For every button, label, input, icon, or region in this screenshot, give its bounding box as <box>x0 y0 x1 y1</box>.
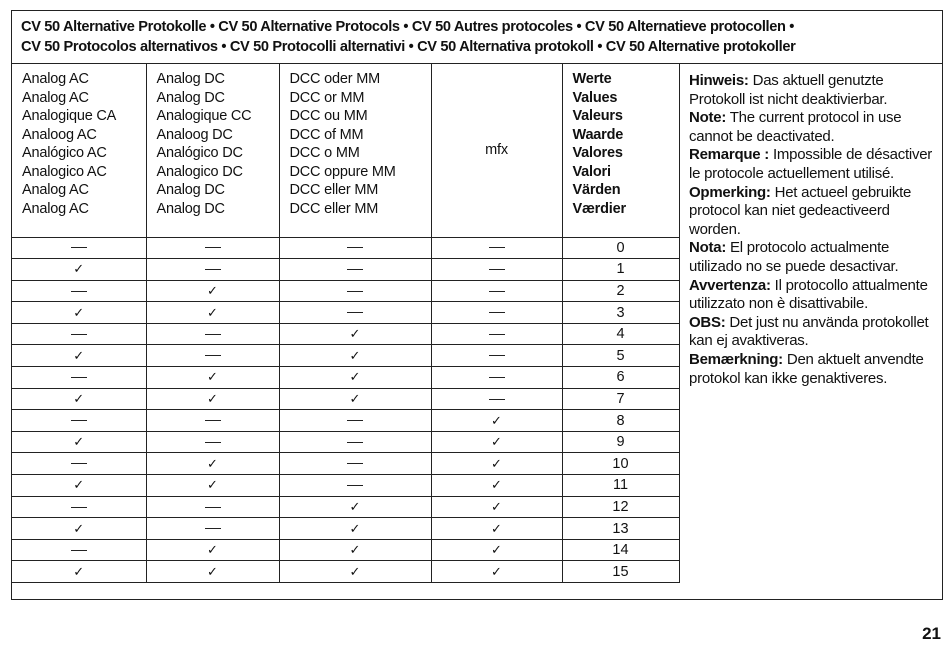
cell-ac <box>12 323 146 345</box>
cell-value: 3 <box>562 302 679 324</box>
table-title <box>12 11 942 64</box>
dash-icon <box>71 291 87 292</box>
check-icon: ✓ <box>207 477 218 493</box>
cell-ac <box>12 539 146 561</box>
check-icon: ✓ <box>73 347 85 363</box>
cell-ac <box>12 518 146 540</box>
note-paragraph <box>689 184 936 240</box>
note-text: El protocolo actualmente utilizado no se puede desactivar. <box>689 239 899 275</box>
cell-mfx <box>431 496 562 518</box>
header-analog-dc-line: Analog DC <box>156 200 225 217</box>
table-row <box>12 496 679 518</box>
cell-dcc <box>279 367 431 389</box>
note-label: Bemærkning: <box>689 350 783 368</box>
table-row <box>12 539 679 561</box>
check-icon: ✓ <box>349 520 361 536</box>
check-icon: ✓ <box>349 390 361 406</box>
header-values-line: Valores <box>572 145 623 161</box>
cell-mfx <box>431 302 562 324</box>
cell-ac <box>12 453 146 475</box>
cell-value: 4 <box>562 323 679 345</box>
dash-icon <box>71 334 87 335</box>
check-icon: ✓ <box>207 455 218 471</box>
header-dcc-mm-line: DCC eller MM <box>289 200 379 217</box>
header-analog-dc <box>146 64 279 237</box>
cell-dcc <box>279 323 431 345</box>
cell-ac <box>12 475 146 497</box>
cell-value: 11 <box>562 475 679 497</box>
check-icon: ✓ <box>73 563 85 579</box>
cell-dcc <box>279 539 431 561</box>
header-dcc-mm-line: DCC ou MM <box>289 108 368 124</box>
header-mfx: mfx <box>431 64 562 237</box>
check-icon: ✓ <box>349 369 361 385</box>
dash-icon <box>347 442 363 443</box>
table-row <box>12 388 679 410</box>
cell-dc <box>146 518 279 540</box>
dash-icon <box>205 334 221 335</box>
table-row <box>12 431 679 453</box>
dash-icon <box>489 399 505 400</box>
header-dcc-mm-line: DCC or MM <box>289 89 365 106</box>
note-text: Den aktuelt anvendte protokol kan ikke genaktiveres. <box>689 350 924 387</box>
dash-icon <box>489 334 505 335</box>
dash-icon <box>347 312 363 313</box>
dash-icon <box>489 269 505 270</box>
dash-icon <box>205 528 221 529</box>
table-row <box>12 453 679 475</box>
check-icon: ✓ <box>73 304 85 320</box>
note-text: Il protocollo attualmente utilizzato non è disattivabile. <box>689 276 928 313</box>
dash-icon <box>205 247 221 248</box>
note-label: Note: <box>689 109 727 127</box>
table-row <box>12 367 679 389</box>
header-analog-dc-line: Analog DC <box>156 71 225 87</box>
cell-dcc <box>279 302 431 324</box>
cell-mfx <box>431 453 562 475</box>
cell-dcc <box>279 388 431 410</box>
cell-value: 1 <box>562 259 679 281</box>
cell-dc <box>146 367 279 389</box>
cell-mfx <box>431 259 562 281</box>
cell-dc <box>146 496 279 518</box>
dash-icon <box>489 247 505 248</box>
check-icon: ✓ <box>491 498 502 514</box>
dash-icon <box>71 377 87 378</box>
cell-dcc <box>279 237 431 259</box>
check-icon: ✓ <box>491 455 502 471</box>
note-paragraph <box>689 277 936 314</box>
cell-ac <box>12 367 146 389</box>
header-values-line: Værdier <box>572 200 626 217</box>
cell-ac <box>12 561 146 583</box>
cell-dc <box>146 561 279 583</box>
note-label: Opmerking: <box>689 183 771 201</box>
dash-icon <box>205 420 221 421</box>
header-dcc-mm <box>279 64 431 237</box>
note-text: Das aktuell genutzte Protokoll ist nicht deaktivierbar. <box>689 72 888 108</box>
note-paragraph <box>689 146 936 183</box>
header-dcc-mm-line: DCC of MM <box>289 126 364 143</box>
table-row <box>12 345 679 367</box>
check-icon: ✓ <box>207 542 218 558</box>
cell-dcc <box>279 561 431 583</box>
header-analog-dc-line: Analog DC <box>156 89 225 106</box>
header-analog-ac-line: Analog AC <box>22 71 89 87</box>
check-icon: ✓ <box>349 498 361 514</box>
table-row <box>12 475 679 497</box>
note-label: OBS: <box>689 313 726 331</box>
dash-icon <box>347 463 363 464</box>
header-dcc-mm-line: DCC o MM <box>289 145 360 161</box>
header-values-line: Waarde <box>572 126 624 143</box>
note-paragraph <box>689 109 936 146</box>
dash-icon <box>489 291 505 292</box>
dash-icon <box>347 269 363 270</box>
header-analog-dc-line: Analog DC <box>156 182 225 198</box>
cell-value: 8 <box>562 410 679 432</box>
note-label: Remarque : <box>689 146 770 164</box>
dash-icon <box>71 507 87 508</box>
check-icon: ✓ <box>73 520 85 536</box>
cell-value: 6 <box>562 367 679 389</box>
cell-ac <box>12 237 146 259</box>
header-dcc-mm-line: DCC eller MM <box>289 182 379 198</box>
note-label: Nota: <box>689 239 727 257</box>
cell-dcc <box>279 410 431 432</box>
dash-icon <box>489 377 505 378</box>
title-line-1: CV 50 Alternative Protokolle • CV 50 Alternative Protocols • CV 50 Autres protocoles • CV 50 Alternatieve protocollen • <box>21 19 795 35</box>
check-icon: ✓ <box>73 477 85 493</box>
check-icon: ✓ <box>73 261 85 277</box>
table-row <box>12 237 679 259</box>
cell-mfx <box>431 561 562 583</box>
header-analog-ac-line: Analog AC <box>22 89 89 106</box>
check-icon: ✓ <box>207 369 218 385</box>
cell-dcc <box>279 518 431 540</box>
header-values-line: Werte <box>572 71 612 87</box>
header-analog-ac-line: Analog AC <box>22 200 89 217</box>
check-icon: ✓ <box>491 477 502 493</box>
table-row <box>12 561 679 583</box>
note-label: Hinweis: <box>689 72 749 89</box>
cell-dcc <box>279 475 431 497</box>
table-row <box>12 259 679 281</box>
cell-dcc <box>279 259 431 281</box>
dash-icon <box>71 550 87 551</box>
cell-ac <box>12 259 146 281</box>
cell-value: 13 <box>562 518 679 540</box>
table-row <box>12 518 679 540</box>
cell-dc <box>146 431 279 453</box>
cell-mfx <box>431 410 562 432</box>
notes-panel <box>679 64 942 599</box>
check-icon: ✓ <box>491 542 502 558</box>
cell-mfx <box>431 518 562 540</box>
table-row <box>12 323 679 345</box>
cell-dc <box>146 475 279 497</box>
cell-mfx <box>431 539 562 561</box>
note-text: Het actueel gebruikte protocol kan niet gedeactiveerd worden. <box>689 183 912 238</box>
cell-mfx <box>431 345 562 367</box>
check-icon: ✓ <box>207 304 218 320</box>
header-analog-dc-line: Analogique CC <box>156 108 252 124</box>
cell-value: 5 <box>562 345 679 367</box>
cell-mfx <box>431 280 562 302</box>
check-icon: ✓ <box>73 390 85 406</box>
cell-dc <box>146 237 279 259</box>
table-row <box>12 302 679 324</box>
dash-icon <box>489 312 505 313</box>
dash-icon <box>205 442 221 443</box>
cell-dc <box>146 410 279 432</box>
note-paragraph <box>689 72 936 109</box>
protocol-table-frame <box>11 10 943 600</box>
note-paragraph <box>689 314 936 351</box>
note-paragraph <box>689 351 936 388</box>
cell-dc <box>146 388 279 410</box>
cell-mfx <box>431 237 562 259</box>
table-header-row <box>12 64 679 237</box>
header-values-line: Värden <box>572 182 621 198</box>
cell-dcc <box>279 280 431 302</box>
cell-mfx <box>431 431 562 453</box>
cell-dcc <box>279 431 431 453</box>
note-paragraph <box>689 239 936 276</box>
note-text: The current protocol in use cannot be deactivated. <box>689 109 902 145</box>
check-icon: ✓ <box>491 412 502 428</box>
cell-mfx <box>431 388 562 410</box>
cell-dc <box>146 323 279 345</box>
dash-icon <box>489 355 505 356</box>
dash-icon <box>347 420 363 421</box>
header-values-line: Valeurs <box>572 108 623 124</box>
header-analog-dc-line: Analogico DC <box>156 163 243 180</box>
check-icon: ✓ <box>207 282 218 298</box>
dash-icon <box>71 420 87 421</box>
header-dcc-mm-line: DCC oppure MM <box>289 163 396 180</box>
cell-dc <box>146 280 279 302</box>
check-icon: ✓ <box>349 326 361 342</box>
cell-ac <box>12 410 146 432</box>
header-analog-ac-line: Analogique CA <box>22 108 117 124</box>
cell-ac <box>12 496 146 518</box>
check-icon: ✓ <box>349 563 361 579</box>
cell-dcc <box>279 496 431 518</box>
header-values <box>562 64 679 237</box>
check-icon: ✓ <box>207 390 218 406</box>
dash-icon <box>71 463 87 464</box>
note-label: Avvertenza: <box>689 276 771 294</box>
cell-ac <box>12 302 146 324</box>
cell-mfx <box>431 475 562 497</box>
cell-dcc <box>279 345 431 367</box>
cell-value: 12 <box>562 496 679 518</box>
header-dcc-mm-line: DCC oder MM <box>289 71 380 87</box>
cell-dc <box>146 539 279 561</box>
cell-dc <box>146 302 279 324</box>
cell-value: 10 <box>562 453 679 475</box>
dash-icon <box>205 355 221 356</box>
cell-mfx <box>431 323 562 345</box>
cell-value: 9 <box>562 431 679 453</box>
check-icon: ✓ <box>491 563 502 579</box>
cell-value: 0 <box>562 237 679 259</box>
cell-mfx <box>431 367 562 389</box>
cell-value: 2 <box>562 280 679 302</box>
cell-ac <box>12 280 146 302</box>
check-icon: ✓ <box>491 520 502 536</box>
table-row <box>12 410 679 432</box>
dash-icon <box>347 247 363 248</box>
header-analog-ac-line: Analógico AC <box>22 145 107 161</box>
header-analog-dc-line: Analógico DC <box>156 145 243 161</box>
check-icon: ✓ <box>491 434 502 450</box>
header-analog-ac-line: Analoog AC <box>22 126 97 143</box>
dash-icon <box>71 247 87 248</box>
header-analog-ac-line: Analogico AC <box>22 163 107 180</box>
check-icon: ✓ <box>207 563 218 579</box>
cell-dc <box>146 259 279 281</box>
dash-icon <box>347 485 363 486</box>
protocol-table <box>12 64 680 583</box>
note-text: Det just nu använda protokollet kan ej avaktiveras. <box>689 313 929 350</box>
header-analog-ac-line: Analog AC <box>22 182 89 198</box>
cell-dcc <box>279 453 431 475</box>
cell-ac <box>12 388 146 410</box>
dash-icon <box>205 507 221 508</box>
dash-icon <box>347 291 363 292</box>
page-number: 21 <box>922 624 941 643</box>
title-line-2: CV 50 Protocolos alternativos • CV 50 Protocolli alternativi • CV 50 Alternativa protokoll • CV 50 Alternative protokoller <box>21 39 796 55</box>
cell-dc <box>146 345 279 367</box>
table-row <box>12 280 679 302</box>
cell-value: 14 <box>562 539 679 561</box>
cell-dc <box>146 453 279 475</box>
cell-value: 15 <box>562 561 679 583</box>
header-analog-ac <box>12 64 146 237</box>
cell-ac <box>12 345 146 367</box>
header-analog-dc-line: Analoog DC <box>156 126 233 143</box>
check-icon: ✓ <box>349 347 361 363</box>
header-values-line: Values <box>572 89 618 106</box>
check-icon: ✓ <box>73 434 85 450</box>
cell-value: 7 <box>562 388 679 410</box>
note-text: Impossible de désactiver le protocole actuellement utilisé. <box>689 146 933 182</box>
cell-ac <box>12 431 146 453</box>
dash-icon <box>205 269 221 270</box>
header-values-line: Valori <box>572 163 611 180</box>
check-icon: ✓ <box>349 542 361 558</box>
